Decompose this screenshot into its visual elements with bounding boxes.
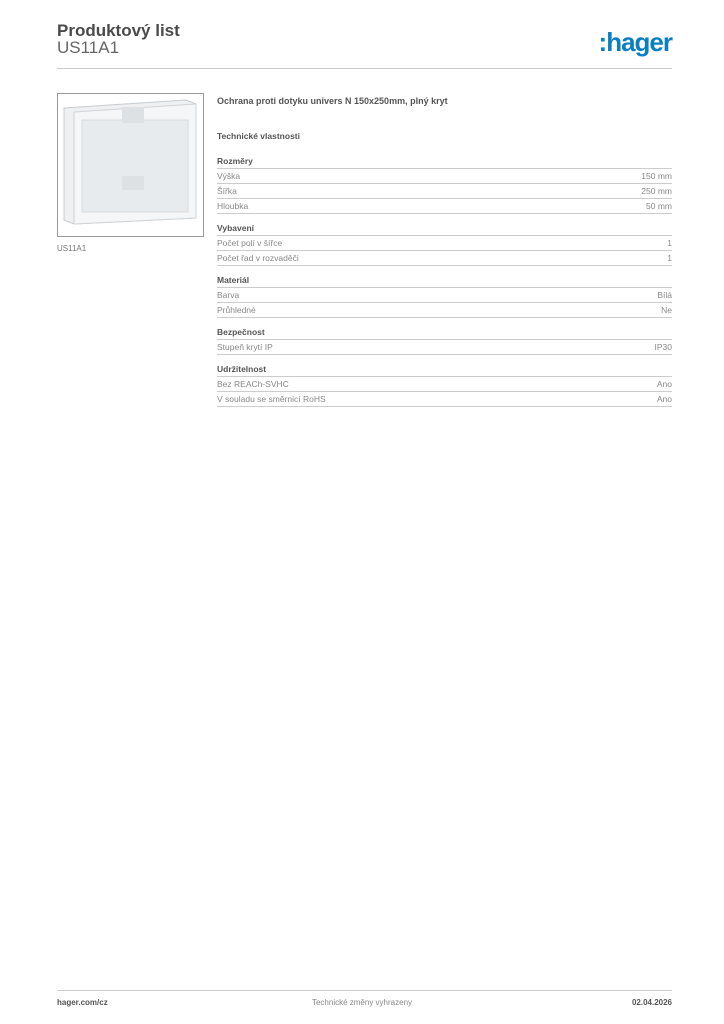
spec-label: V souladu se směrnicí RoHS — [217, 394, 326, 404]
spec-value: Ne — [661, 305, 672, 315]
image-caption: US11A1 — [57, 244, 87, 253]
hager-logo: :hager — [598, 27, 672, 57]
spec-label: Stupeň krytí IP — [217, 342, 273, 352]
spec-section — [217, 364, 672, 407]
spec-row — [217, 288, 672, 303]
section-heading: Rozměry — [217, 156, 672, 169]
spec-row — [217, 340, 672, 355]
spec-label: Barva — [217, 290, 240, 300]
spec-value: 50 mm — [646, 201, 672, 211]
tech-heading: Technické vlastnosti — [217, 131, 300, 141]
spec-label: Hloubka — [217, 201, 249, 211]
spec-section — [217, 275, 672, 318]
section-heading: Materiál — [217, 275, 672, 288]
spec-value: 1 — [667, 238, 672, 248]
spec-value: 150 mm — [641, 171, 672, 181]
spec-value: Bílá — [657, 290, 672, 300]
spec-value: IP30 — [654, 342, 672, 352]
spec-label: Počet polí v šířce — [217, 238, 283, 248]
footer-note: Technické změny vyhrazeny — [311, 998, 413, 1007]
footer-divider — [57, 990, 672, 991]
section-heading: Vybavení — [217, 223, 672, 236]
spec-row — [217, 236, 672, 251]
product-code: US11A1 — [57, 38, 120, 57]
section-heading: Bezpečnost — [217, 327, 672, 340]
spec-row — [217, 169, 672, 184]
spec-value: 250 mm — [641, 186, 672, 196]
spec-label: Výška — [217, 171, 241, 181]
spec-row — [217, 184, 672, 199]
spec-label: Šířka — [217, 186, 237, 196]
spec-value: 1 — [667, 253, 672, 263]
spec-column — [217, 96, 672, 416]
spec-section — [217, 156, 672, 214]
spec-label: Počet řad v rozvaděči — [217, 253, 299, 263]
product-image — [57, 93, 204, 237]
header-divider — [57, 68, 672, 69]
spec-section — [217, 327, 672, 355]
spec-row — [217, 377, 672, 392]
spec-section — [217, 223, 672, 266]
section-heading: Udržitelnost — [217, 364, 672, 377]
spec-value: Ano — [656, 379, 672, 389]
spec-label: Průhledné — [217, 305, 256, 315]
spec-row — [217, 199, 672, 214]
spec-row — [217, 251, 672, 266]
spec-row — [217, 392, 672, 407]
product-description: Ochrana proti dotyku univers N 150x250mm, plný kryt — [217, 96, 448, 106]
spec-value: Ano — [656, 394, 672, 404]
spec-label: Bez REACh-SVHC — [217, 379, 289, 389]
footer-website: hager.com/cz — [57, 998, 108, 1007]
spec-row — [217, 303, 672, 318]
page-title: Produktový list — [57, 21, 180, 40]
footer-date: 02.04.2026 — [631, 998, 672, 1007]
